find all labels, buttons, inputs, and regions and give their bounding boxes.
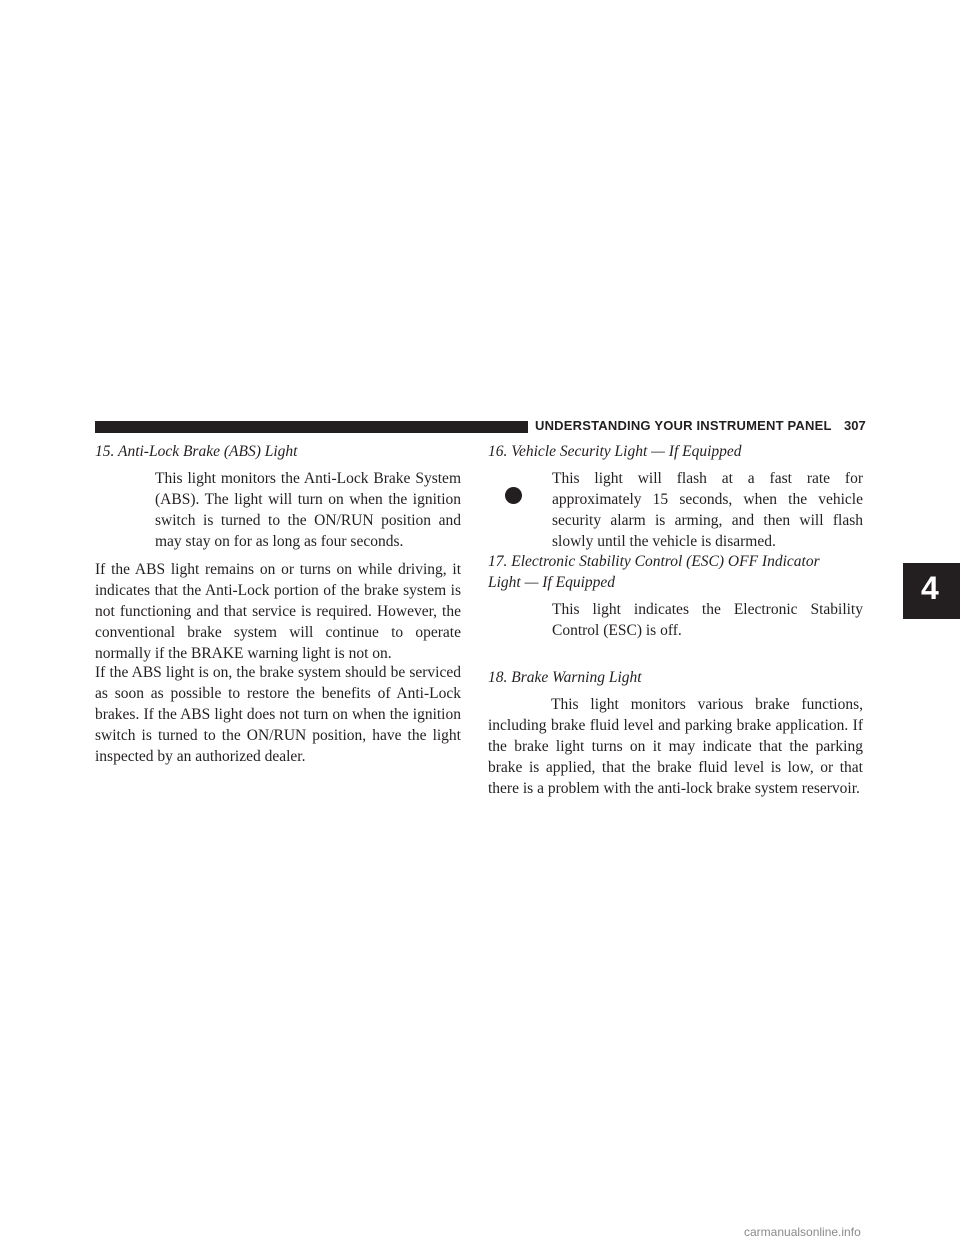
vehicle-security-text: This light will flash at a fast rate for approximately 15 seconds, when the vehicle security alarm is arming, and then will flash slowly until the vehicle is disarmed. [552, 470, 863, 550]
brake-warning-text: This light monitors various brake functions, including brake fluid level and parking brake application. If the brake light turns on it may indicate that the parking brake is applied, that the brake fluid level is low, or that there is a problem with the anti-lock brake system reservoir. [488, 696, 863, 797]
heading-brake-warning-light: 18. Brake Warning Light [488, 669, 642, 686]
abs-light-paragraph-2: If the ABS light is on, the brake system should be serviced as soon as possible to restore the benefits of Anti-Lock brakes. If the ABS light does not turn on when the ignition switch is turned to the ON/RUN position, have the light inspected by an authorized dealer. [95, 664, 461, 765]
security-light-icon [505, 487, 522, 504]
heading-vehicle-security-light: 16. Vehicle Security Light — If Equipped [488, 443, 742, 460]
heading-esc-off-line-1: 17. Electronic Stability Control (ESC) OFF Indicator [488, 553, 820, 570]
chapter-tab [903, 563, 960, 619]
page-number: 307 [844, 418, 866, 433]
abs-light-intro: This light monitors the Anti-Lock Brake System (ABS). The light will turn on when the ignition switch is turned to the ON/RUN position and may stay on for as long as four seconds. [155, 470, 461, 550]
chapter-number: 4 [921, 570, 939, 606]
running-header-title: UNDERSTANDING YOUR INSTRUMENT PANEL [535, 418, 832, 433]
esc-off-text: This light indicates the Electronic Stability Control (ESC) is off. [552, 601, 863, 639]
abs-light-paragraph-1: If the ABS light remains on or turns on while driving, it indicates that the Anti-Lock portion of the brake system is not functioning and that service is required. However, the conventional brake system will continue to operate normally if the BRAKE warning light is not on. [95, 561, 461, 662]
heading-abs-light: 15. Anti-Lock Brake (ABS) Light [95, 443, 298, 460]
heading-esc-off-line-2: Light — If Equipped [488, 574, 616, 591]
footer-watermark: carmanualsonline.info [744, 1225, 861, 1239]
header-rule [95, 421, 528, 433]
